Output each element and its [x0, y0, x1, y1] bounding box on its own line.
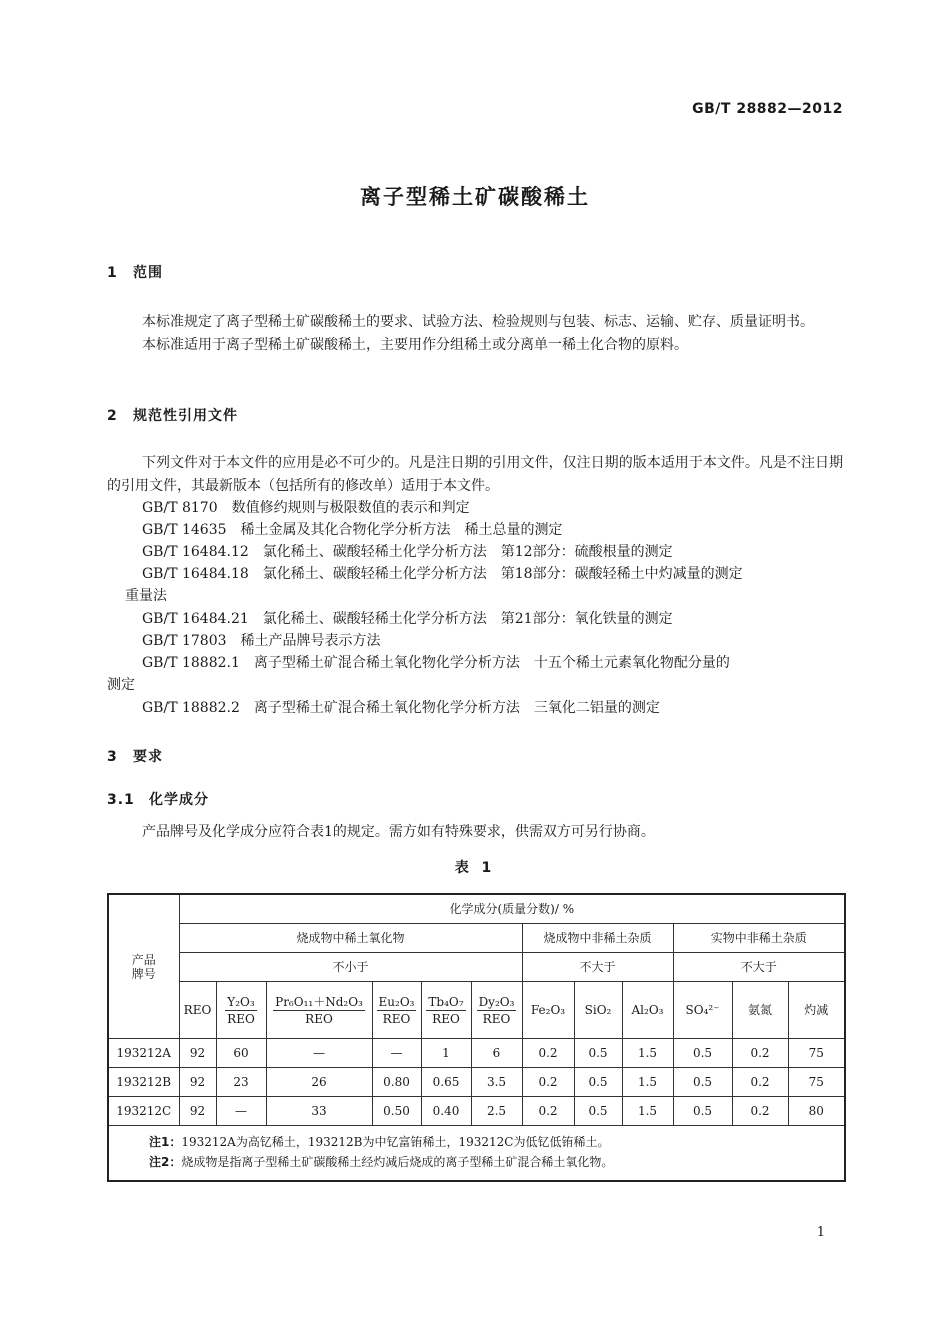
- numerator: Tb₄O₇: [428, 994, 464, 1009]
- col-header-tb4o7: [421, 982, 471, 1039]
- table-cell: 92: [179, 1097, 216, 1126]
- denominator: REO: [432, 1011, 460, 1026]
- table-cell: 0.5: [574, 1068, 622, 1097]
- section-1-body: [107, 311, 843, 356]
- note-text: 烧成物是指离子型稀土矿碳酸稀土经灼减后烧成的离子型稀土矿混合稀土氧化物。: [181, 1155, 614, 1169]
- section-number: 1: [107, 265, 118, 281]
- table-cell: 0.5: [574, 1097, 622, 1126]
- table-cell: —: [216, 1097, 266, 1126]
- table-cell: 75: [788, 1068, 845, 1097]
- col-header-pr-nd: [266, 982, 372, 1039]
- section-2-intro: [107, 452, 843, 497]
- section-title: 要求: [133, 749, 163, 765]
- section-number: 3: [107, 749, 118, 765]
- paragraph: 产品牌号及化学成分应符合表1的规定。需方如有特殊要求，供需双方可另行协商。: [142, 824, 655, 840]
- reference-item: [107, 608, 843, 631]
- numerator: Dy₂O₃: [478, 994, 515, 1009]
- reference-item: [107, 519, 843, 542]
- table-cell: 0.5: [673, 1039, 732, 1068]
- limit-header: 不大于: [673, 953, 845, 982]
- note-label: 注1：: [149, 1135, 182, 1149]
- note-text: 193212A为高钇稀土，193212B为中钇富铕稀土，193212C为低钇低铕稀土。: [181, 1135, 610, 1149]
- reference-name: 离子型稀土矿混合稀土氧化物化学分析方法 三氧化二铝量的测定: [253, 700, 660, 716]
- section-2-heading: [107, 405, 238, 425]
- reference-code: GB/T 14635: [142, 522, 227, 538]
- reference-continuation: 重量法: [125, 588, 167, 604]
- table-cell: 0.2: [522, 1039, 574, 1068]
- section-number: 3.1: [107, 792, 135, 808]
- page-number: 1: [816, 1225, 825, 1240]
- col-header-fe2o3: Fe₂O₃: [522, 982, 574, 1039]
- section-title: 化学成分: [149, 792, 209, 808]
- table-cell: 33: [266, 1097, 372, 1126]
- paragraph: 本标准适用于离子型稀土矿碳酸稀土，主要用作分组稀土或分离单一稀土化合物的原料。: [142, 336, 688, 353]
- table-cell: 92: [179, 1039, 216, 1068]
- table-cell: 1.5: [622, 1097, 673, 1126]
- section-1-heading: [107, 262, 163, 282]
- denominator: REO: [227, 1011, 255, 1026]
- denominator: REO: [305, 1011, 333, 1026]
- reference-name: 氯化稀土、碳酸轻稀土化学分析方法 第21部分：氧化铁量的测定: [262, 611, 673, 627]
- table-row: [108, 1039, 845, 1068]
- table-cell: 0.2: [732, 1068, 788, 1097]
- col-header-y2o3: [216, 982, 266, 1039]
- table-cell: 26: [266, 1068, 372, 1097]
- table-cell: 0.2: [522, 1097, 574, 1126]
- product-header: 产品 牌号: [108, 894, 179, 1039]
- section-3-1-body: [107, 821, 843, 844]
- reference-code: GB/T 16484.12: [142, 544, 249, 560]
- col-header-eu2o3: [372, 982, 421, 1039]
- reference-code: GB/T 18882.2: [142, 700, 240, 716]
- reference-code: GB/T 16484.18: [142, 566, 249, 582]
- section-title: 范围: [133, 265, 163, 281]
- reference-item: [107, 563, 843, 586]
- table-cell: 92: [179, 1068, 216, 1097]
- table-cell: 0.2: [732, 1039, 788, 1068]
- note-label: 注2：: [149, 1155, 182, 1169]
- col-header-so4: SO₄²⁻: [673, 982, 732, 1039]
- limit-header: 不大于: [522, 953, 673, 982]
- subgroup-header: 烧成物中非稀土杂质: [522, 924, 673, 953]
- document-title: 离子型稀土矿碳酸稀土: [360, 185, 590, 209]
- reference-code: GB/T 18882.1: [142, 655, 240, 671]
- table-cell: 0.40: [421, 1097, 471, 1126]
- table-cell: 1: [421, 1039, 471, 1068]
- reference-continuation: 测定: [107, 677, 135, 693]
- table-note: [149, 1132, 844, 1152]
- col-header-sio2: SiO₂: [574, 982, 622, 1039]
- reference-item: [107, 541, 843, 564]
- reference-name: 数值修约规则与极限数值的表示和判定: [231, 500, 470, 516]
- section-3-heading: [107, 746, 163, 766]
- paragraph: 本标准规定了离子型稀土矿碳酸稀土的要求、试验方法、检验规则与包装、标志、运输、贮存、质量证明书。: [142, 314, 814, 330]
- reference-name: 稀土金属及其化合物化学分析方法 稀土总量的测定: [240, 522, 563, 538]
- col-header-reo: REO: [179, 982, 216, 1039]
- reference-code: GB/T 8170: [142, 500, 218, 516]
- reference-item: [107, 652, 843, 675]
- reference-name: 稀土产品牌号表示方法: [240, 633, 381, 649]
- reference-item: [107, 697, 843, 720]
- numerator: Eu₂O₃: [378, 994, 415, 1009]
- table-cell: 193212C: [108, 1097, 179, 1126]
- reference-code: GB/T 17803: [142, 633, 227, 649]
- reference-name: 离子型稀土矿混合稀土氧化物化学分析方法 十五个稀土元素氧化物配分量的: [253, 655, 730, 671]
- denominator: REO: [482, 1011, 511, 1026]
- table-row: [108, 1068, 845, 1097]
- table-cell: —: [266, 1039, 372, 1068]
- table-cell: 0.65: [421, 1068, 471, 1097]
- table-cell: 23: [216, 1068, 266, 1097]
- table-cell: 80: [788, 1097, 845, 1126]
- table-cell: 0.5: [673, 1097, 732, 1126]
- subgroup-header: 烧成物中稀土氧化物: [179, 924, 522, 953]
- col-header-loss-on-ignition: 灼减: [788, 982, 845, 1039]
- table-cell: 0.2: [522, 1068, 574, 1097]
- table-cell: 1.5: [622, 1039, 673, 1068]
- reference-code: GB/T 16484.21: [142, 611, 249, 627]
- section-title: 规范性引用文件: [133, 408, 238, 424]
- table-note: [149, 1152, 844, 1172]
- table-cell: 2.5: [471, 1097, 522, 1126]
- limit-header: 不小于: [179, 953, 522, 982]
- table-cell: 0.5: [673, 1068, 732, 1097]
- col-header-ammonia-nitrogen: 氨氮: [732, 982, 788, 1039]
- table-cell: —: [372, 1039, 421, 1068]
- reference-name: 氯化稀土、碳酸轻稀土化学分析方法 第18部分：碳酸轻稀土中灼减量的测定: [262, 566, 743, 582]
- table-caption: 表 1: [454, 860, 496, 876]
- table-cell: 193212B: [108, 1068, 179, 1097]
- table-cell: 6: [471, 1039, 522, 1068]
- reference-item: [107, 497, 843, 520]
- table-notes: [108, 1126, 845, 1182]
- table-cell: 75: [788, 1039, 845, 1068]
- table-row: [108, 1097, 845, 1126]
- paragraph: 下列文件对于本文件的应用是必不可少的。凡是注日期的引用文件，仅注日期的版本适用于本文件。凡是不注日期的引用文件，其最新版本（包括所有的修改单）适用于本文件。: [107, 455, 843, 494]
- table-cell: 0.80: [372, 1068, 421, 1097]
- table-cell: 0.5: [574, 1039, 622, 1068]
- col-header-dy2o3: [471, 982, 522, 1039]
- table-cell: 1.5: [622, 1068, 673, 1097]
- section-3-1-heading: [107, 789, 209, 809]
- group-header: 化学成分(质量分数)/ %: [179, 894, 845, 924]
- table-cell: 193212A: [108, 1039, 179, 1068]
- reference-item: [107, 630, 843, 653]
- table-cell: 60: [216, 1039, 266, 1068]
- numerator: Pr₆O₁₁＋Nd₂O₃: [275, 994, 363, 1009]
- denominator: REO: [382, 1011, 411, 1026]
- col-header-al2o3: Al₂O₃: [622, 982, 673, 1039]
- subgroup-header: 实物中非稀土杂质: [673, 924, 845, 953]
- standard-code: GB/T 28882—2012: [692, 101, 843, 117]
- chemical-composition-table: [107, 893, 846, 1182]
- numerator: Y₂O₃: [227, 994, 255, 1009]
- reference-name: 氯化稀土、碳酸轻稀土化学分析方法 第12部分：硫酸根量的测定: [262, 544, 673, 560]
- table-cell: 3.5: [471, 1068, 522, 1097]
- section-number: 2: [107, 408, 118, 424]
- table-cell: 0.50: [372, 1097, 421, 1126]
- table-cell: 0.2: [732, 1097, 788, 1126]
